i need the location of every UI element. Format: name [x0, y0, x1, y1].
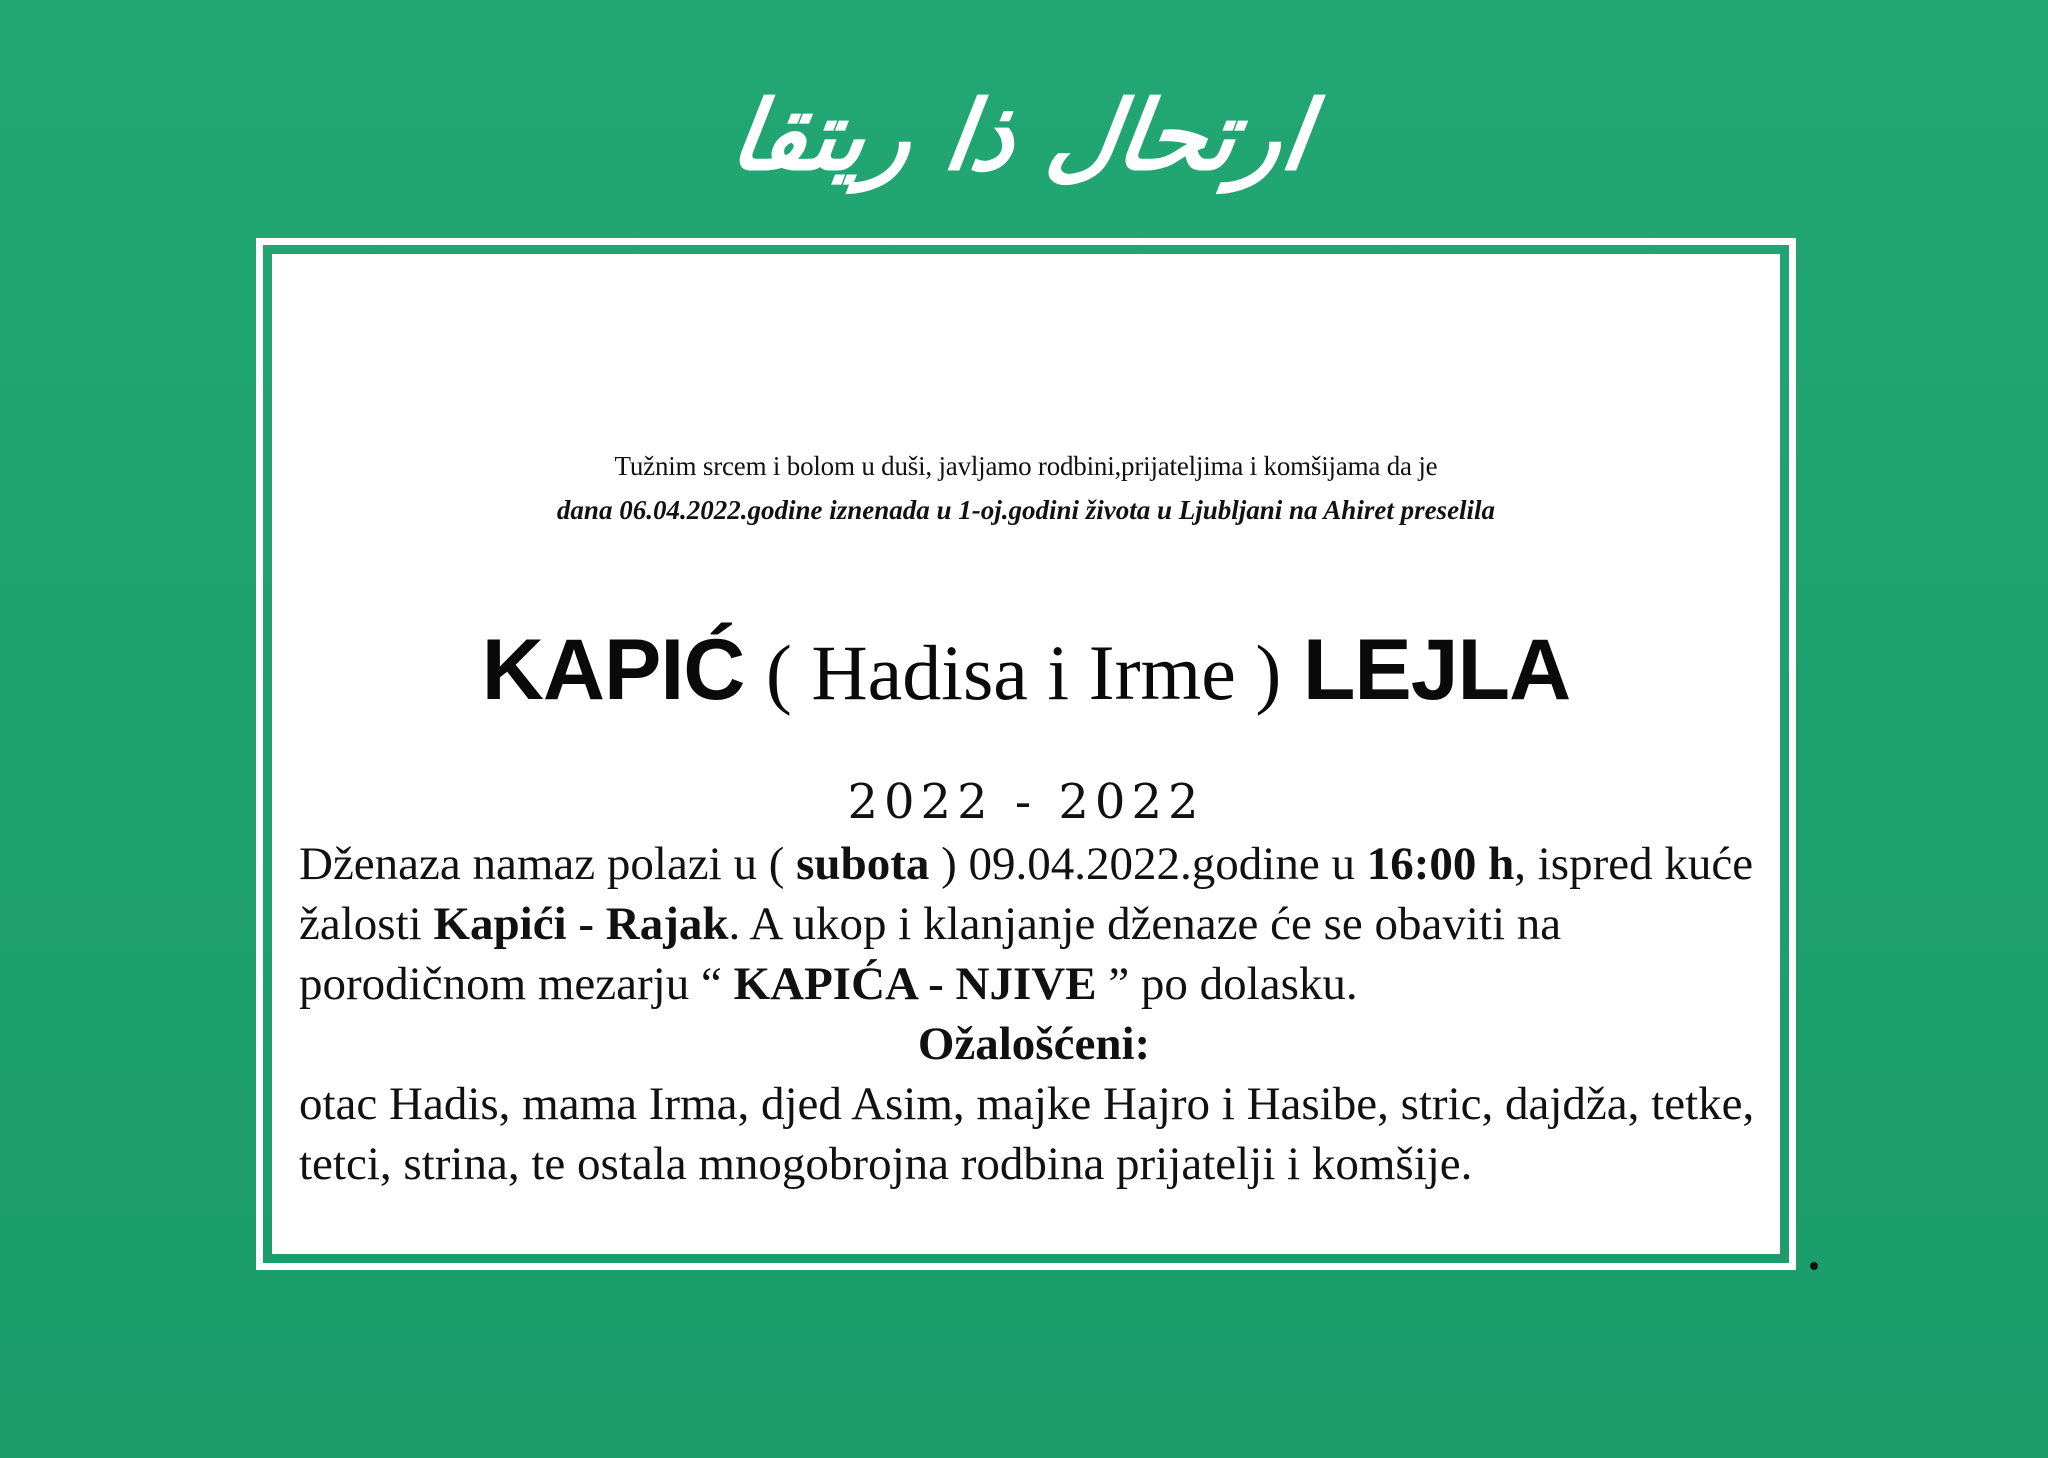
mourners-title: Ožalošćeni:	[917, 1018, 1151, 1070]
life-years: 2022 - 2022	[847, 774, 1205, 830]
parents-names: ( Hadisa i Irme )	[765, 629, 1282, 716]
cemetery-name: KAPIĆA - NJIVE	[733, 958, 1097, 1010]
funeral-text-5: ” po dolasku.	[1096, 958, 1358, 1010]
obituary-card	[272, 254, 1780, 1254]
funeral-time: 16:00 h	[1366, 838, 1515, 890]
funeral-details	[299, 834, 1769, 1014]
intro-text	[272, 444, 1780, 532]
deceased-name	[272, 620, 1780, 720]
intro-line-1: Tužnim srcem i bolom u duši, javljamo rodbini,prijateljima i komšijama da je	[614, 451, 1438, 481]
mourners-list: otac Hadis, mama Irma, djed Asim, majke Hajro i Hasibe, stric, dajdža, tetke, tetci, strina, te ostala mnogobrojna rodbina prijatelji i komšije.	[299, 1078, 1755, 1190]
funeral-place: Kapići - Rajak	[433, 898, 729, 950]
given-name: LEJLA	[1302, 622, 1571, 718]
funeral-day: subota	[796, 838, 930, 890]
intro-line-2: dana 06.04.2022.godine iznenada u 1-oj.godini života u Ljubljani na Ahiret preselila	[556, 495, 1496, 525]
funeral-text-2: ) 09.04.2022.godine u	[929, 838, 1367, 890]
funeral-text-1: Dženaza namaz polazi u (	[299, 838, 797, 890]
funeral-text-4: . A ukop i klanjanje dženaze će se obaviti na porodičnom mezarju “	[299, 898, 1562, 1010]
scan-speck	[1810, 1262, 1818, 1270]
arabic-calligraphy: ارتحال ذا ريتقا	[723, 78, 1317, 192]
arabic-header	[720, 40, 1320, 230]
funeral-text-3: , ispred kuće žalosti	[299, 838, 1754, 950]
surname: KAPIĆ	[481, 622, 745, 718]
notice-body	[299, 834, 1769, 1194]
